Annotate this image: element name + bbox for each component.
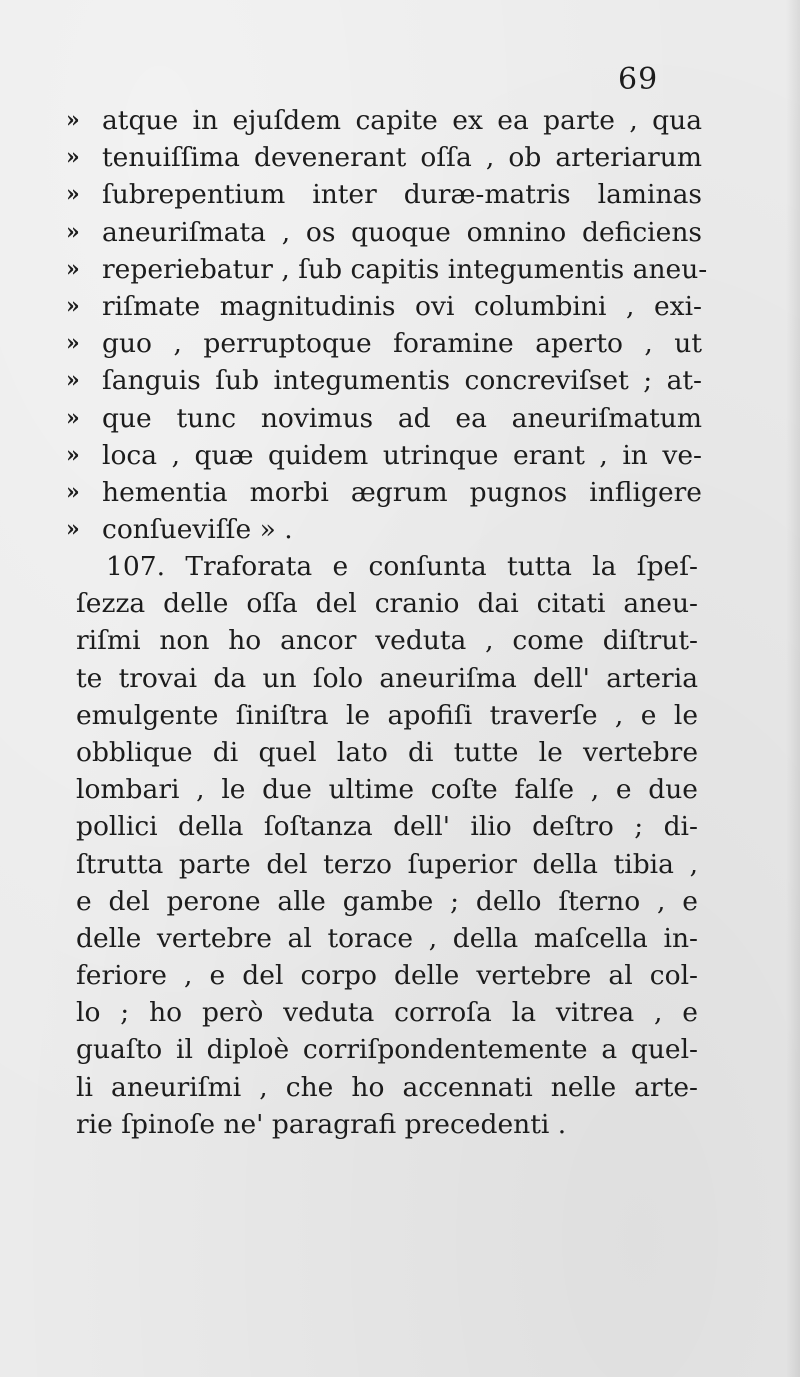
guillemet-mark: » [66, 255, 80, 282]
guillemet-mark: » [66, 330, 80, 357]
paragraph-line: lo ; ho però veduta corroſa la vitrea , e [76, 997, 698, 1029]
quote-line [66, 511, 706, 548]
paragraph-line: ſtrutta parte del terzo ſuperior della tibia , [76, 848, 698, 880]
page-number: 69 [618, 62, 659, 97]
guillemet-mark: » [66, 516, 80, 543]
quote-line-text: reperiebatur , ſub capitis integumentis aneu- [102, 253, 708, 285]
guillemet-mark: » [66, 218, 80, 245]
paragraph-line: li aneuriſmi , che ho accennati nelle arte- [76, 1071, 698, 1103]
quote-line-text: ſanguis ſub integumentis concreviſset ; at- [102, 365, 702, 397]
quote-line [66, 325, 706, 362]
guillemet-mark: » [66, 478, 80, 505]
paragraph-line: rie ſpinoſe ne' paragrafi precedenti . [76, 1108, 567, 1140]
quote-line [66, 251, 706, 288]
paragraph-line: emulgente ſiniſtra le apofiſi traverſe , e le [76, 699, 698, 731]
quote-line [66, 214, 706, 251]
quote-line [66, 474, 706, 511]
quote-line-text: atque in ejuſdem capite ex ea parte , qua [102, 105, 702, 136]
paragraph-line: delle vertebre al torace , della maſcella in- [76, 922, 698, 954]
quote-line [66, 176, 706, 213]
guillemet-mark: » [66, 367, 80, 394]
guillemet-mark: » [66, 144, 80, 171]
paragraph-107 [76, 548, 698, 1143]
quote-line-text: aneuriſmata , os quoque omnino deficiens [102, 216, 702, 248]
quote-line [66, 437, 706, 474]
quote-line [66, 102, 706, 139]
quote-line-text: loca , quæ quidem utrinque erant , in ve- [102, 439, 702, 471]
quote-line-text: guo , perruptoque foramine aperto , ut [102, 328, 702, 360]
paragraph-line: te trovai da un ſolo aneuriſma dell' arteria [76, 662, 698, 694]
quote-line-text: riſmate magnitudinis ovi columbini , exi- [102, 290, 702, 322]
paragraph-line: 107. Traforata e conſunta tutta la ſpeſ- [106, 551, 698, 582]
guillemet-mark: » [66, 404, 80, 431]
paragraph-line: guaſto il diploè corriſpondentemente a quel- [76, 1034, 698, 1066]
paragraph-line: ſezza delle oſſa del cranio dai citati aneu- [76, 588, 698, 620]
quote-line [66, 139, 706, 176]
paragraph-line: pollici della ſoſtanza dell' ilio deſtro ; di- [76, 811, 698, 843]
bleed-through-texture [70, 1140, 730, 1270]
paragraph-line: feriore , e del corpo delle vertebre al col- [76, 960, 698, 992]
quote-line [66, 400, 706, 437]
quote-line-text: conſueviſſe » . [102, 514, 293, 546]
guillemet-mark: » [66, 441, 80, 468]
guillemet-mark: » [66, 292, 80, 319]
quote-line-text: ſubrepentium inter duræ-matris laminas [102, 179, 702, 211]
quote-line [66, 288, 706, 325]
quote-line-text: tenuiſſima devenerant oſſa , ob arteriarum [102, 142, 702, 174]
page-edge-shadow [786, 0, 800, 1377]
paragraph-line: e del perone alle gambe ; dello ſterno , e [76, 885, 698, 917]
quote-line [66, 362, 706, 399]
quotation-block [66, 102, 706, 548]
quote-line-text: que tunc novimus ad ea aneuriſmatum [102, 402, 702, 434]
paragraph-line: obblique di quel lato di tutte le vertebre [76, 736, 698, 768]
quote-line-text: hementia morbi ægrum pugnos infligere [102, 476, 702, 508]
guillemet-mark: » [66, 181, 80, 208]
paragraph-line: riſmi non ho ancor veduta , come diſtrut- [76, 625, 698, 657]
guillemet-mark: » [66, 107, 80, 133]
paragraph-line: lombari , le due ultime coſte falſe , e due [76, 774, 698, 806]
